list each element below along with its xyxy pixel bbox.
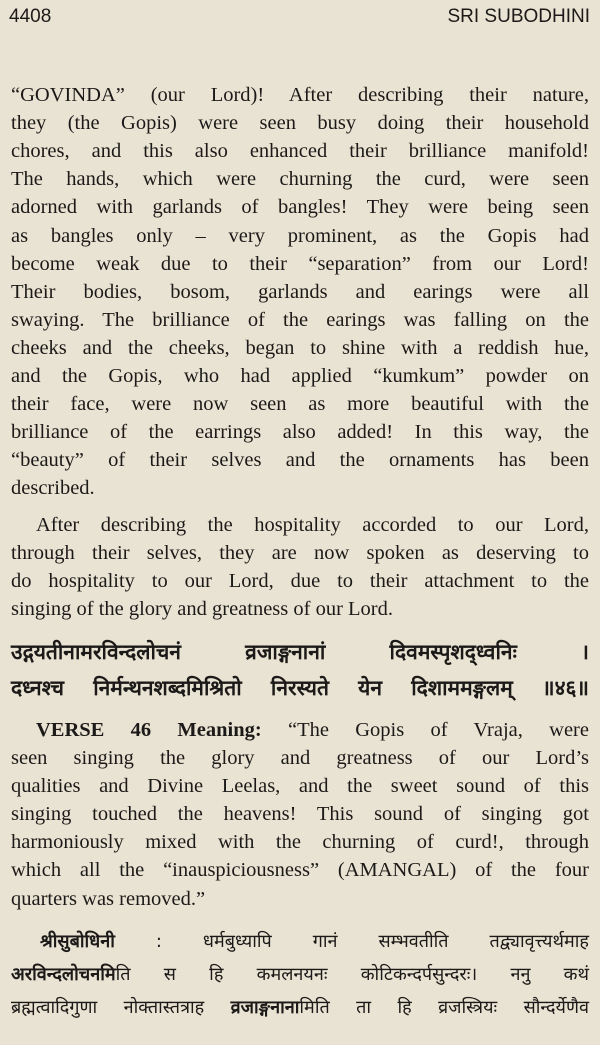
text-line: which all the “inauspiciousness” (AMANGAL) of the four [11, 859, 589, 882]
running-title: SRI SUBODHINI [447, 6, 590, 27]
commentary-bold: व्रजाङ्गनाना [230, 997, 300, 1018]
text-line: adorned with garlands of bangles! They were being seen [11, 196, 589, 219]
commentary-text: : धर्मबुध्यापि गानं सम्भवतीति तद्व्यावृत्त्यर्थमाह [155, 931, 589, 952]
text-line: seen singing the glory and greatness of our Lord’s [11, 747, 589, 769]
text-line: brilliance of the earrings also added! In this way, the [11, 421, 589, 444]
text-line: cheeks and the cheeks, began to shine with a reddish hue, [11, 336, 589, 359]
text-line: become weak due to their “separation” from our Lord! [11, 252, 589, 275]
verse-sanskrit-line-2: दध्नश्च निर्मन्थनशब्दमिश्रितो निरस्यते येन दिशाममङ्गलम् ॥४६॥ [11, 676, 589, 700]
commentary-text: मिति ता हि व्रजस्त्रियः सौन्दर्येणैव [299, 997, 590, 1018]
text-line: singing touched the heavens! This sound of singing got [11, 803, 589, 826]
text-line: their face, were now seen as more beautiful with the [11, 393, 589, 416]
commentary-line-3 [11, 994, 589, 1022]
text-line: harmoniously mixed with the churning of curd!, through [11, 831, 589, 854]
commentary-label: श्रीसुबोधिनी [40, 931, 115, 952]
text-line: “GOVINDA” (our Lord)! After describing their nature, [11, 84, 589, 106]
text-line: swaying. The brilliance of the earings was falling on the [11, 308, 589, 331]
commentary-bold: अरविन्दलोचनमि [11, 964, 116, 985]
verse-sanskrit-line-1: उद्गयतीनामरविन्दलोचनं व्रजाङ्गनानां दिवमस्पृशद्ध्वनिः । [11, 640, 589, 664]
verse-meaning-line-1 [36, 716, 589, 744]
verse-label: VERSE 46 Meaning: [36, 719, 262, 741]
text-line: “beauty” of their selves and the ornaments has been [11, 449, 589, 472]
commentary-text: ब्रह्मत्वादिगुणा नोक्तास्तत्राह [11, 997, 231, 1018]
commentary-line-2 [11, 961, 589, 989]
text-line: through their selves, they are now spoken as deserving to [11, 542, 589, 565]
text-line: and the Gopis, who had applied “kumkum” powder on [11, 365, 589, 387]
page-number: 4408 [9, 6, 52, 27]
text-line: do hospitality to our Lord, due to their attachment to the [11, 570, 589, 593]
commentary-text: ति स हि कमलनयनः कोटिकन्दर्पसुन्दरः। ननु कथं [115, 964, 589, 985]
text-line: qualities and Divine Leelas, and the sweet sound of this [11, 775, 589, 798]
text-line: Their bodies, bosom, garlands and earings were all [11, 280, 589, 303]
text-line: quarters was removed.” [11, 887, 206, 910]
text-line: singing of the glory and greatness of our Lord. [11, 598, 394, 621]
text-line: The hands, which were churning the curd, were seen [11, 168, 589, 191]
text-line: as bangles only – very prominent, as the Gopis had [11, 224, 589, 247]
commentary-line-1 [40, 928, 589, 956]
text-line: After describing the hospitality accorded to our Lord, [36, 514, 589, 536]
verse-meaning-text: “The Gopis of Vraja, were [287, 719, 589, 741]
text-line: they (the Gopis) were seen busy doing their household [11, 112, 589, 135]
text-line: described. [11, 477, 95, 500]
text-line: chores, and this also enhanced their brilliance manifold! [11, 140, 589, 163]
